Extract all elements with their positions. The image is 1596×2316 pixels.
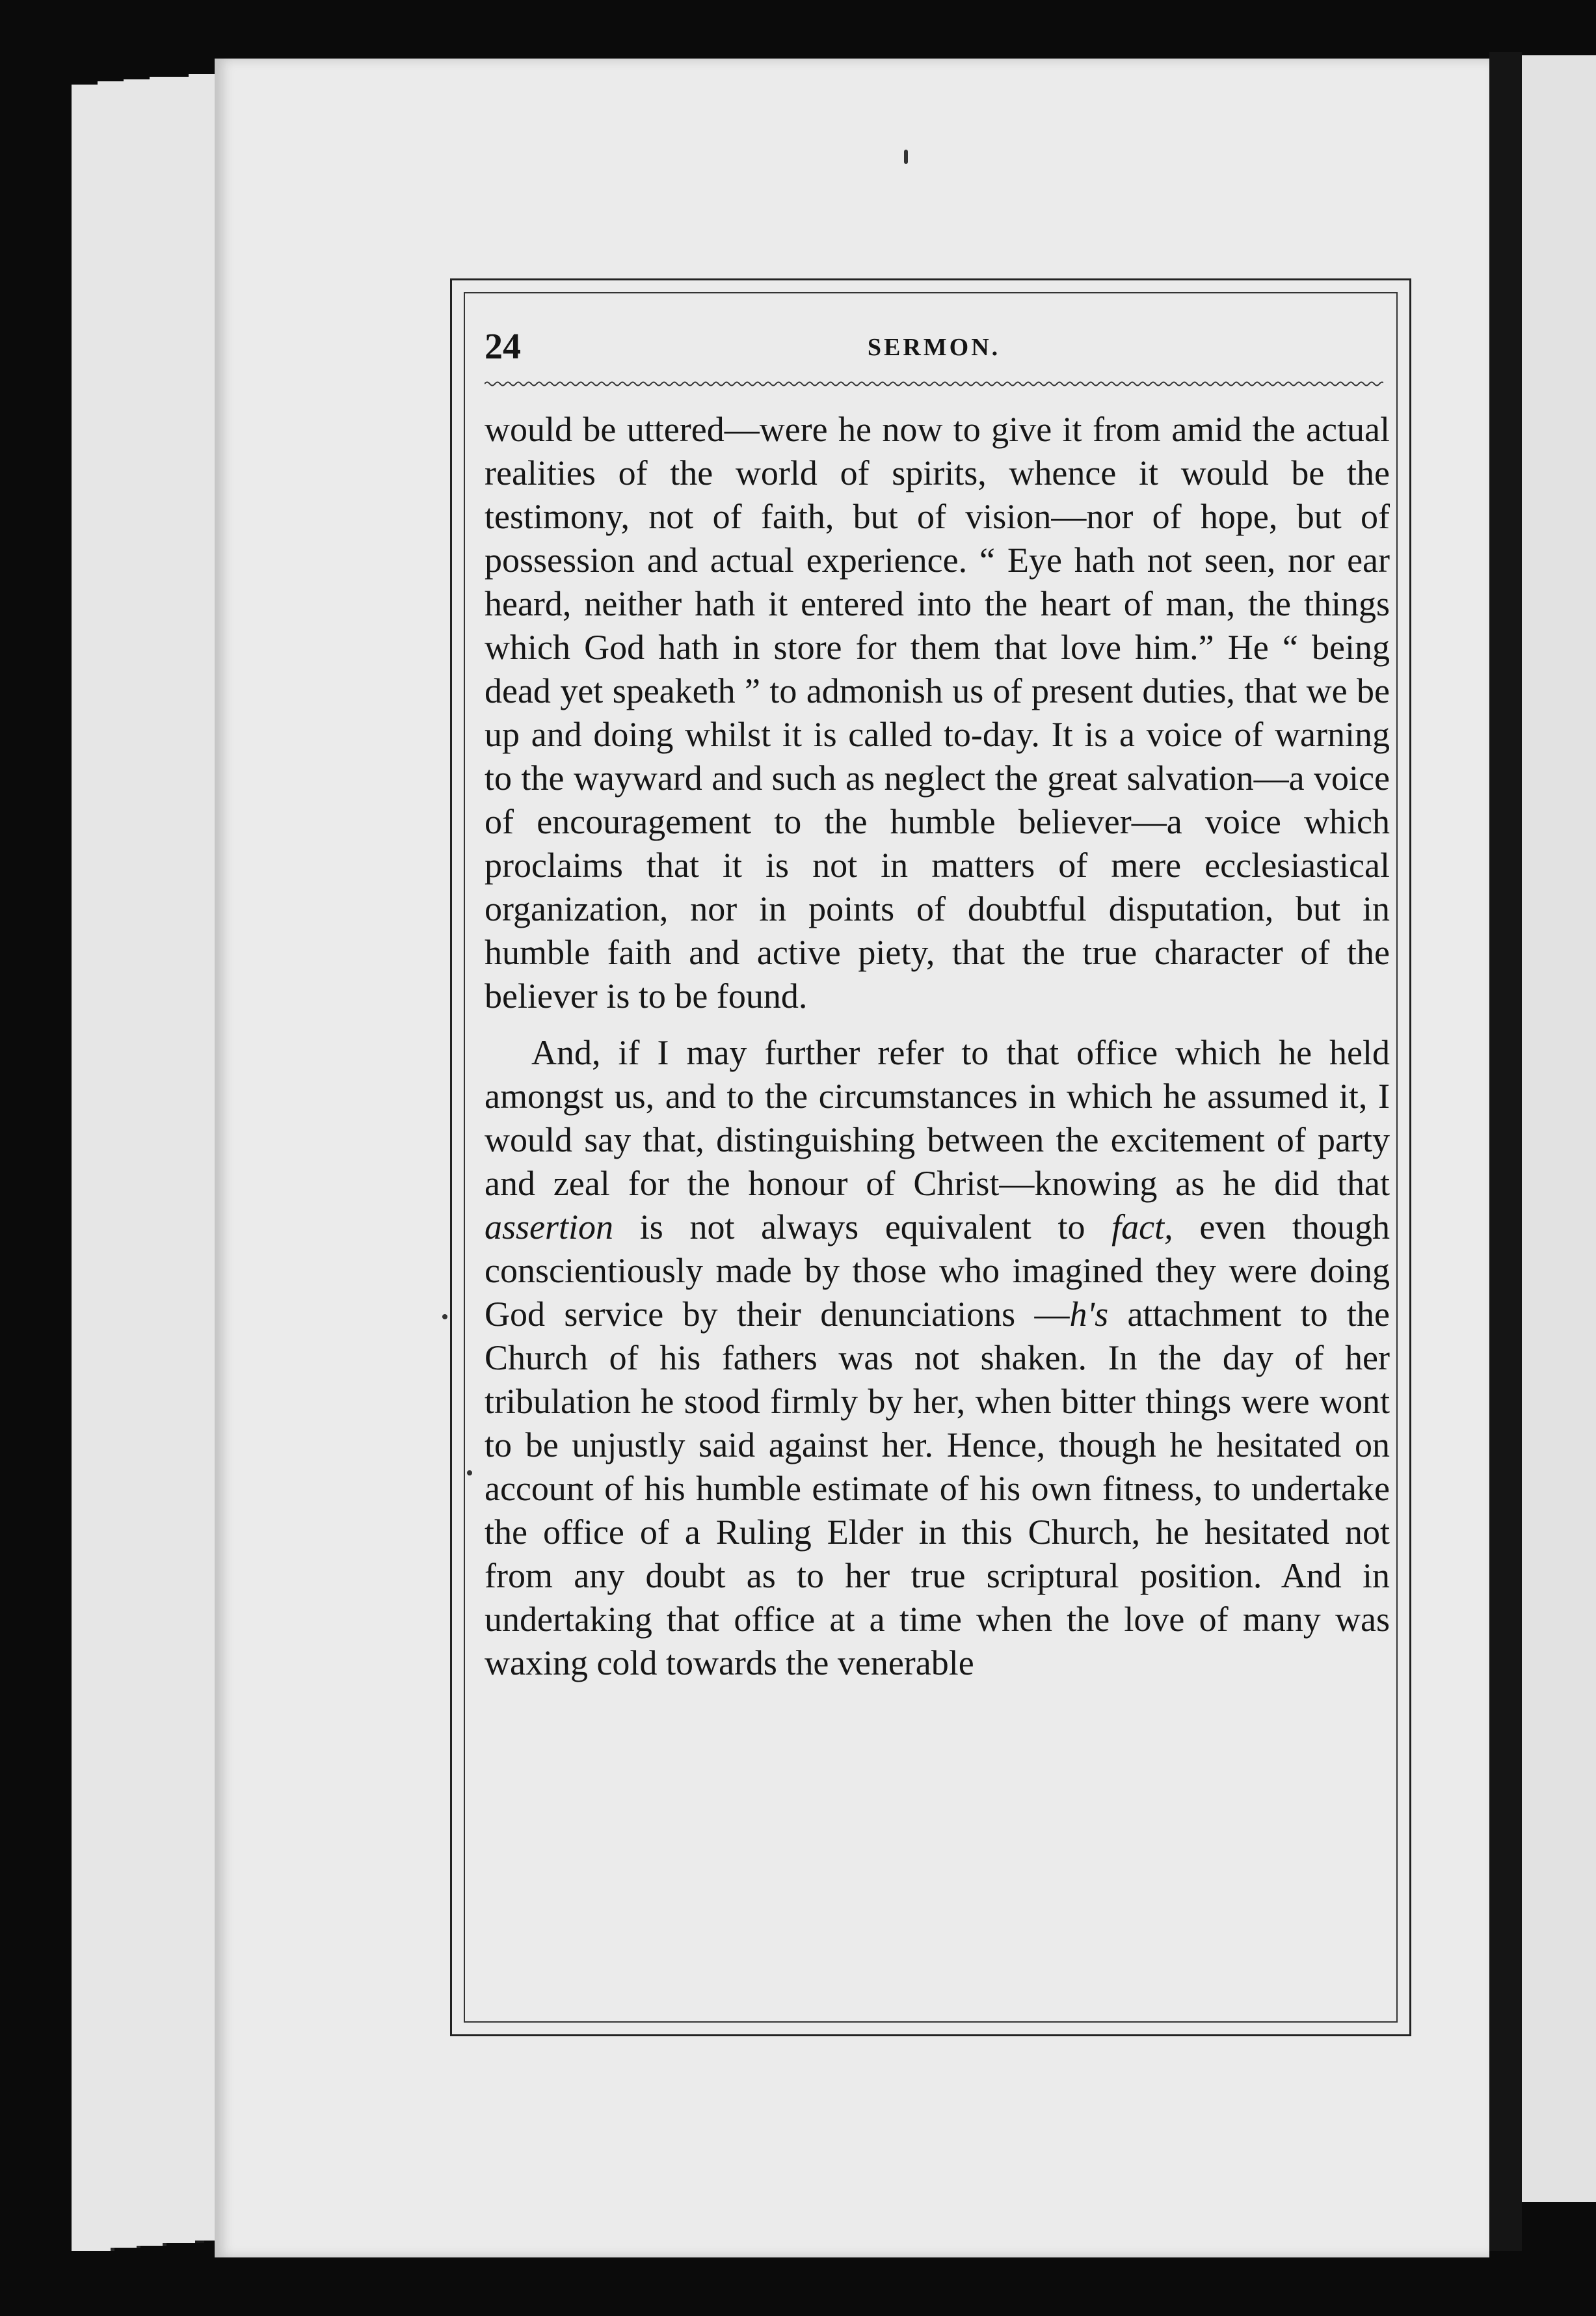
paragraph-2 — [485, 1031, 1390, 1685]
page-gutter-shadow — [1489, 52, 1522, 2251]
printed-frame — [450, 278, 1411, 2036]
running-title: SERMON. — [867, 334, 1001, 361]
ink-dot — [467, 1470, 472, 1475]
ink-speck — [904, 150, 908, 164]
paragraph-2-text-d: attachment to the Church of his fathers was not shaken. In the day of her tribulation he stood firmly by her, when bitter things were wont to be unjustly said against her. Hence, though he hesitated on account of his humble estimate of his own fitness, to undertake the office of a Ruling Elder in this Church, he hesitated not from any doubt as to her true scriptural position. And in undertaking that office at a time when the love of many was waxing cold towards the venerable — [485, 1295, 1390, 1682]
wavy-rule — [485, 379, 1383, 388]
italic-assertion: assertion — [485, 1207, 614, 1246]
paragraph-2-text-c: even though conscientiously made by those who imagined they were doing God service by their denunciations — — [485, 1207, 1390, 1334]
paragraph-2-text-a: And, if I may further refer to that office which he held amongst us, and to the circumstances in which he assumed it, I would say that, distinguishing between the excitement of party and zeal for the honour of Christ—knowing as he did that — [485, 1033, 1390, 1203]
ink-dot — [442, 1314, 447, 1319]
paragraph-1: would be uttered—were he now to give it from amid the actual realities of the world of spirits, whence it would be the testimony, not of faith, but of vision—nor of hope, but of possession and actual experience. “ Eye hath not seen, nor ear heard, neither hath it entered into the heart of man, the things which God hath in store for them that love him.” He “ being dead yet speaketh ” to admonish us of present duties, that we be up and doing whilst it is called to-day. It is a voice of warning to the wayward and such as neglect the great salvation—a voice of encouragement to the humble believer—a voice which proclaims that it is not in matters of mere ecclesiastical organization, nor in points of doubtful disputation, but in humble faith and active piety, that the true character of the believer is to be found. — [485, 410, 1390, 1016]
italic-his: h's — [1069, 1295, 1109, 1334]
body-text — [485, 408, 1390, 1685]
italic-fact: fact, — [1111, 1207, 1173, 1246]
paragraph-2-text-b: is not always equivalent to — [613, 1207, 1112, 1246]
adjacent-page — [1522, 55, 1596, 2202]
running-head — [485, 327, 1383, 366]
page-number: 24 — [485, 327, 521, 367]
